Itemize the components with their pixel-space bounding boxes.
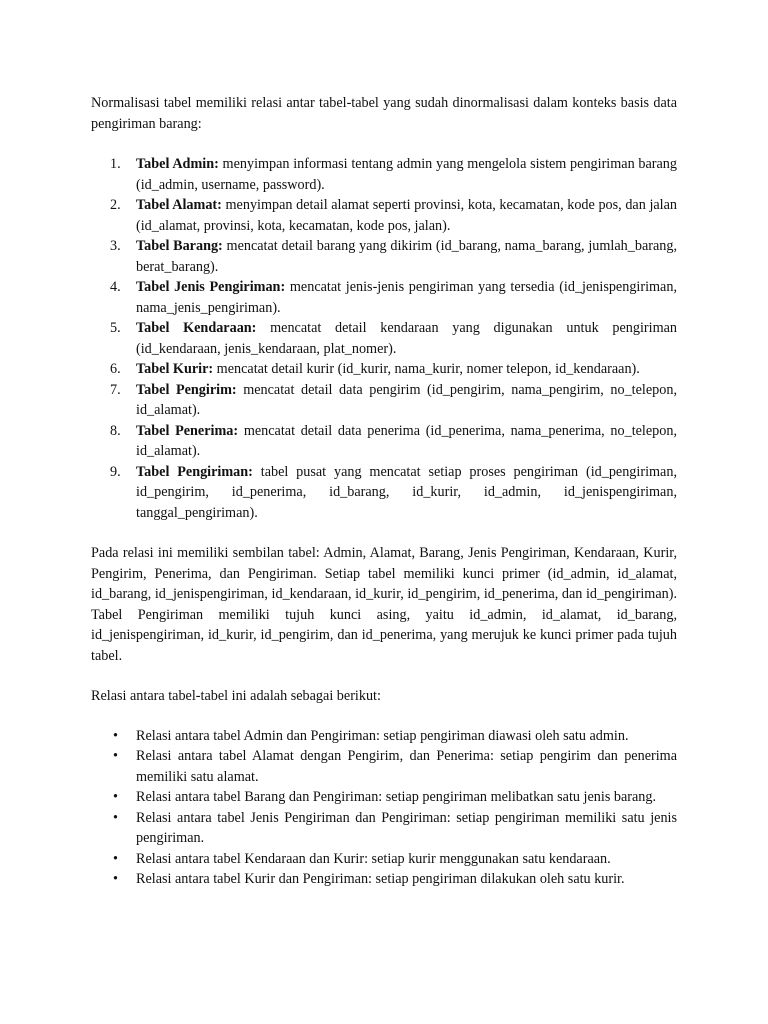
list-item [110, 318, 677, 359]
table-description: mencatat detail data penerima (id_penerima, nama_penerima, no_telepon, id_alamat). [136, 422, 677, 459]
list-item [113, 726, 677, 747]
list-number: 9. [110, 463, 121, 480]
bullet-icon: • [113, 850, 118, 867]
list-item [110, 462, 677, 524]
list-item [110, 277, 677, 318]
bullet-icon: • [113, 748, 118, 764]
table-name: Tabel Kurir: [136, 361, 214, 377]
table-name: Tabel Jenis Pengiriman: [136, 279, 286, 295]
bullet-icon: • [113, 871, 118, 887]
table-name: Tabel Barang: [136, 238, 223, 254]
table-description: mencatat detail kendaraan yang digunakan untuk pengiriman (id_kendaraan, jenis_kendaraan, plat_nomer). [136, 320, 677, 357]
list-item [110, 421, 677, 462]
relation-text: Relasi antara tabel Kendaraan dan Kurir: setiap kurir menggunakan satu kendaraan. [136, 850, 611, 867]
relation-text: Relasi antara tabel Jenis Pengiriman dan Pengiriman: setiap pengiriman memiliki satu jenis pengiriman. [136, 809, 677, 846]
relations-list [91, 726, 677, 890]
list-number: 8. [110, 422, 121, 439]
table-description: mencatat detail kurir (id_kurir, nama_kurir, nomer telepon, id_kendaraan). [216, 361, 640, 377]
list-number: 3. [110, 238, 121, 254]
table-name: Tabel Admin: [136, 156, 219, 172]
table-name: Tabel Kendaraan: [136, 320, 257, 336]
list-number: 6. [110, 361, 121, 377]
intro-paragraph: Normalisasi tabel memiliki relasi antar tabel-tabel yang sudah dinormalisasi dalam konteks basis data pengiriman barang: [91, 95, 677, 132]
table-name: Tabel Penerima: [136, 422, 239, 439]
table-description: mencatat jenis-jenis pengiriman yang tersedia (id_jenispengiriman, nama_jenis_pengiriman). [136, 279, 677, 316]
bullet-icon: • [113, 809, 118, 826]
list-item [110, 154, 677, 195]
list-item [113, 808, 677, 849]
table-list [91, 154, 677, 523]
list-number: 2. [110, 197, 121, 213]
bullet-icon: • [113, 727, 118, 744]
table-name: Tabel Pengiriman: [136, 463, 253, 480]
list-number: 4. [110, 279, 121, 295]
list-item [110, 195, 678, 236]
table-description: menyimpan informasi tentang admin yang mengelola sistem pengiriman barang (id_admin, username, password). [136, 156, 677, 193]
relation-text: Relasi antara tabel Alamat dengan Pengirim, dan Penerima: setiap pengirim dan penerima memiliki satu alamat. [136, 748, 677, 785]
bullet-icon: • [113, 789, 118, 805]
list-item [113, 869, 677, 890]
relation-text: Relasi antara tabel Admin dan Pengiriman: setiap pengiriman diawasi oleh satu admin. [136, 727, 629, 744]
list-item [113, 787, 677, 808]
table-name: Tabel Pengirim: [136, 381, 237, 398]
relation-text: Relasi antara tabel Barang dan Pengiriman: setiap pengiriman melibatkan satu jenis barang. [136, 789, 657, 805]
list-number: 5. [110, 320, 121, 336]
table-description: menyimpan detail alamat seperti provinsi, kota, kecamatan, kode pos, dan jalan (id_alamat, provinsi, kota, kecamatan, kode pos, jalan). [136, 197, 678, 234]
relations-heading: Relasi antara tabel-tabel ini adalah sebagai berikut: [91, 688, 381, 704]
list-item [113, 746, 677, 787]
list-number: 7. [110, 381, 121, 398]
list-item [113, 849, 677, 870]
list-number: 1. [110, 156, 121, 172]
table-description: mencatat detail barang yang dikirim (id_barang, nama_barang, jumlah_barang, berat_barang). [136, 238, 677, 275]
list-item [110, 380, 677, 421]
keys-paragraph: Pada relasi ini memiliki sembilan tabel: Admin, Alamat, Barang, Jenis Pengiriman, Kendaraan, Kurir, Pengirim, Penerima, dan Pengiriman. Setiap tabel memiliki kunci primer (id_admin, id_alamat, id_barang, id_jenispengiriman, id_kendaraan, id_kurir, id_pengirim, id_penerima, dan id_pengiriman). Tabel Pengiriman memiliki tujuh kunci asing, yaitu id_admin, id_alamat, id_barang, id_jenispengiriman, id_kurir, id_pengirim, dan id_penerima, yang merujuk ke kunci primer pada tujuh tabel. [91, 545, 677, 664]
table-description: mencatat detail data pengirim (id_pengirim, nama_pengirim, no_telepon, id_alamat). [136, 381, 677, 418]
list-item [110, 236, 677, 277]
table-description: tabel pusat yang mencatat setiap proses pengiriman (id_pengiriman, id_pengirim, id_penerima, id_barang, id_kurir, id_admin, id_jenispengiriman, tanggal_pengiriman). [136, 463, 677, 521]
relation-text: Relasi antara tabel Kurir dan Pengiriman: setiap pengiriman dilakukan oleh satu kurir. [136, 871, 625, 887]
list-item [110, 359, 677, 380]
table-name: Tabel Alamat: [136, 197, 222, 213]
